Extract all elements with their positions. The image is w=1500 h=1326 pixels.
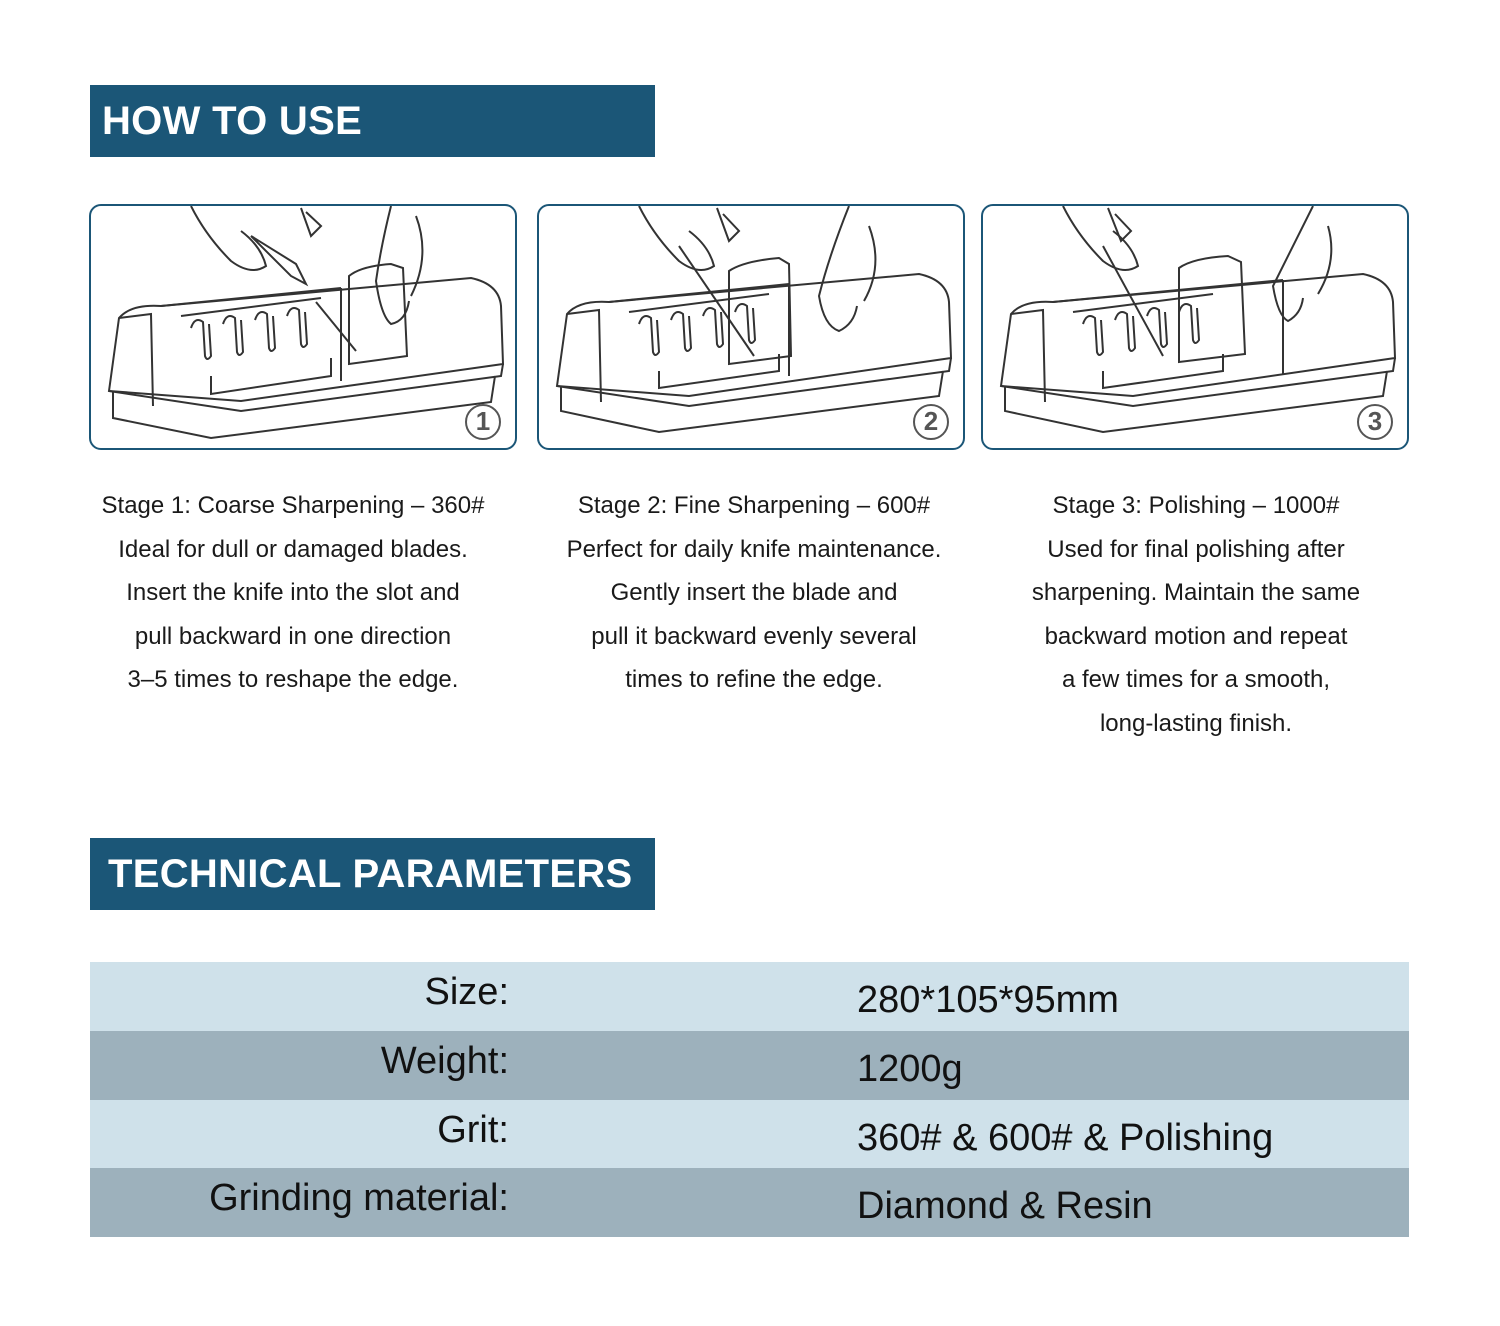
stage-1-description (73, 484, 513, 702)
sharpener-drawing (91, 206, 517, 450)
stage-2-line: pull it backward evenly several (591, 622, 917, 650)
stage-number-badge: 1 (465, 404, 501, 440)
stage-1-line: Ideal for dull or damaged blades. (118, 535, 468, 563)
stage-2-title: Stage 2: Fine Sharpening – 600# (577, 492, 931, 519)
stage-2-line: times to refine the edge. (625, 666, 883, 694)
stage-1-title: Stage 1: Coarse Sharpening – 360# (101, 492, 485, 519)
sharpener-drawing (983, 206, 1409, 450)
table-row (90, 1031, 1409, 1100)
stage-3-line: Used for final polishing after (1047, 535, 1345, 563)
param-label: Grit: (437, 1108, 509, 1151)
stage-2-line: Perfect for daily knife maintenance. (566, 535, 942, 563)
stage-1-line: 3–5 times to reshape the edge. (127, 666, 459, 694)
param-value: 280*105*95mm (857, 979, 1119, 1021)
stage-2-line: Gently insert the blade and (610, 579, 898, 607)
stage-3-line: sharpening. Maintain the same (1031, 579, 1361, 607)
how-to-use-heading: HOW TO USE (90, 85, 655, 157)
table-row (90, 1100, 1409, 1169)
param-label: Weight: (380, 1039, 509, 1082)
stage-3-illustration (981, 204, 1409, 450)
param-label: Grinding material: (209, 1177, 509, 1220)
param-value: Diamond & Resin (857, 1185, 1153, 1228)
stage-1-illustration (89, 204, 517, 450)
stage-3-line: long-lasting finish. (1099, 709, 1293, 737)
stage-1-line: pull backward in one direction (134, 622, 452, 650)
param-value: 360# & 600# & Polishing (857, 1116, 1274, 1159)
stage-number-badge: 2 (913, 404, 949, 440)
table-row (90, 962, 1409, 1031)
stage-3-description (976, 484, 1416, 746)
stage-3-title: Stage 3: Polishing – 1000# (1052, 492, 1340, 519)
parameters-table (90, 962, 1409, 1237)
param-label: Size: (424, 971, 509, 1013)
sharpener-drawing (539, 206, 965, 450)
stage-number-badge: 3 (1357, 404, 1393, 440)
stage-2-illustration (537, 204, 965, 450)
table-row (90, 1168, 1409, 1237)
stage-3-line: a few times for a smooth, (1061, 666, 1331, 694)
stage-2-description (534, 484, 974, 702)
technical-parameters-heading: TECHNICAL PARAMETERS (90, 838, 655, 910)
stage-3-line: backward motion and repeat (1044, 622, 1348, 650)
param-value: 1200g (857, 1047, 963, 1090)
stage-1-line: Insert the knife into the slot and (126, 579, 460, 607)
